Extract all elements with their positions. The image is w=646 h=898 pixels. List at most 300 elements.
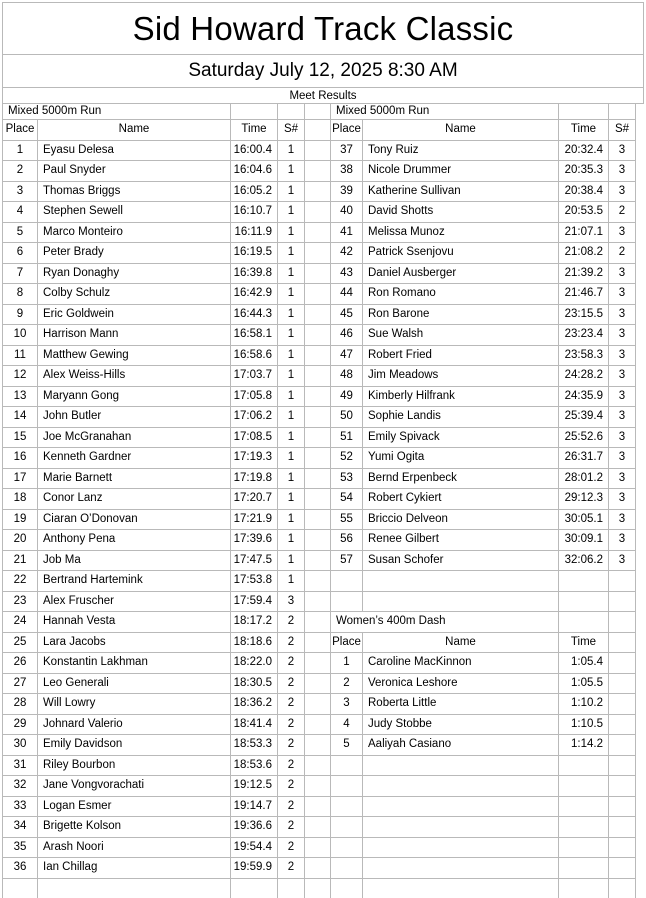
heat-cell: 3: [609, 141, 636, 162]
place-cell: 52: [331, 448, 363, 469]
spacer-cell: [305, 387, 331, 408]
empty-cell: [609, 715, 636, 736]
time-cell: 21:08.2: [559, 243, 609, 264]
spacer-cell: [305, 715, 331, 736]
spacer-cell: [305, 428, 331, 449]
time-cell: 17:03.7: [231, 366, 278, 387]
empty-cell: [363, 838, 559, 859]
name-cell: Ryan Donaghy: [38, 264, 231, 285]
name-cell: Arash Noori: [38, 838, 231, 859]
spacer-cell: [305, 104, 331, 120]
empty-cell: [559, 756, 609, 777]
place-cell: 34: [3, 817, 38, 838]
name-cell: Stephen Sewell: [38, 202, 231, 223]
place-cell: 40: [331, 202, 363, 223]
spacer-cell: [305, 346, 331, 367]
name-cell: Leo Generali: [38, 674, 231, 695]
heat-cell: 1: [278, 141, 305, 162]
heat-cell: 1: [278, 223, 305, 244]
spacer-cell: [305, 243, 331, 264]
spacer-cell: [305, 592, 331, 613]
name-cell: Riley Bourbon: [38, 756, 231, 777]
empty-cell: [609, 104, 636, 120]
empty-cell: [609, 817, 636, 838]
column-header: Time: [559, 120, 609, 141]
empty-cell: [609, 633, 636, 654]
time-cell: 20:53.5: [559, 202, 609, 223]
place-cell: 17: [3, 469, 38, 490]
empty-cell: [363, 571, 559, 592]
column-header: Name: [363, 633, 559, 654]
time-cell: 17:21.9: [231, 510, 278, 531]
place-cell: 13: [3, 387, 38, 408]
place-cell: 47: [331, 346, 363, 367]
place-cell: 5: [331, 735, 363, 756]
heat-cell: 1: [278, 407, 305, 428]
time-cell: 20:32.4: [559, 141, 609, 162]
heat-cell: 1: [278, 387, 305, 408]
name-cell: Robert Cykiert: [363, 489, 559, 510]
empty-cell: [363, 817, 559, 838]
spacer-cell: [305, 674, 331, 695]
spacer-cell: [305, 141, 331, 162]
name-cell: Konstantin Lakhman: [38, 653, 231, 674]
heat-cell: 1: [278, 325, 305, 346]
place-cell: 3: [331, 694, 363, 715]
place-cell: 38: [331, 161, 363, 182]
spacer-cell: [305, 756, 331, 777]
place-cell: 10: [3, 325, 38, 346]
name-cell: Will Lowry: [38, 694, 231, 715]
heat-cell: 2: [609, 202, 636, 223]
empty-cell: [331, 571, 363, 592]
time-cell: 1:05.5: [559, 674, 609, 695]
name-cell: David Shotts: [363, 202, 559, 223]
column-header: Place: [331, 120, 363, 141]
time-cell: 19:14.7: [231, 797, 278, 818]
time-cell: 18:17.2: [231, 612, 278, 633]
heat-cell: 1: [278, 264, 305, 285]
name-cell: Conor Lanz: [38, 489, 231, 510]
name-cell: Maryann Gong: [38, 387, 231, 408]
heat-cell: 2: [278, 817, 305, 838]
place-cell: 39: [331, 182, 363, 203]
spacer-cell: [305, 530, 331, 551]
place-cell: 27: [3, 674, 38, 695]
empty-cell: [559, 104, 609, 120]
heat-cell: 3: [609, 530, 636, 551]
spacer-cell: [305, 305, 331, 326]
spacer-cell: [305, 366, 331, 387]
heat-cell: 3: [609, 264, 636, 285]
time-cell: 21:46.7: [559, 284, 609, 305]
heat-cell: 1: [278, 551, 305, 572]
place-cell: 50: [331, 407, 363, 428]
time-cell: 29:12.3: [559, 489, 609, 510]
place-cell: 2: [331, 674, 363, 695]
place-cell: 41: [331, 223, 363, 244]
empty-cell: [609, 756, 636, 777]
name-cell: Jane Vongvorachati: [38, 776, 231, 797]
name-cell: Emily Davidson: [38, 735, 231, 756]
empty-cell: [609, 653, 636, 674]
name-cell: Alex Weiss-Hills: [38, 366, 231, 387]
place-cell: 6: [3, 243, 38, 264]
heat-cell: 2: [278, 776, 305, 797]
time-cell: 16:11.9: [231, 223, 278, 244]
heat-cell: 2: [278, 756, 305, 777]
place-cell: 1: [331, 653, 363, 674]
name-cell: Katherine Sullivan: [363, 182, 559, 203]
time-cell: 18:53.6: [231, 756, 278, 777]
time-cell: 16:19.5: [231, 243, 278, 264]
spacer-cell: [305, 182, 331, 203]
name-cell: Sophie Landis: [363, 407, 559, 428]
name-cell: Peter Brady: [38, 243, 231, 264]
spacer-cell: [305, 264, 331, 285]
time-cell: 23:23.4: [559, 325, 609, 346]
time-cell: 24:35.9: [559, 387, 609, 408]
place-cell: 2: [3, 161, 38, 182]
spacer-cell: [305, 202, 331, 223]
spacer-cell: [305, 653, 331, 674]
name-cell: Joe McGranahan: [38, 428, 231, 449]
time-cell: 17:06.2: [231, 407, 278, 428]
name-cell: Susan Schofer: [363, 551, 559, 572]
place-cell: 5: [3, 223, 38, 244]
empty-cell: [609, 838, 636, 859]
place-cell: 12: [3, 366, 38, 387]
name-cell: Brigette Kolson: [38, 817, 231, 838]
spacer-cell: [305, 838, 331, 859]
place-cell: 7: [3, 264, 38, 285]
empty-cell: [609, 674, 636, 695]
time-cell: 16:42.9: [231, 284, 278, 305]
name-cell: Colby Schulz: [38, 284, 231, 305]
time-cell: 21:07.1: [559, 223, 609, 244]
heat-cell: 3: [609, 325, 636, 346]
time-cell: 17:19.3: [231, 448, 278, 469]
name-cell: Eyasu Delesa: [38, 141, 231, 162]
heat-cell: 1: [278, 510, 305, 531]
place-cell: 29: [3, 715, 38, 736]
name-cell: Paul Snyder: [38, 161, 231, 182]
name-cell: Johnard Valerio: [38, 715, 231, 736]
time-cell: 17:05.8: [231, 387, 278, 408]
empty-cell: [331, 879, 363, 898]
time-cell: 18:30.5: [231, 674, 278, 695]
place-cell: 24: [3, 612, 38, 633]
column-header: Time: [559, 633, 609, 654]
time-cell: 30:05.1: [559, 510, 609, 531]
name-cell: Renee Gilbert: [363, 530, 559, 551]
time-cell: 32:06.2: [559, 551, 609, 572]
heat-cell: 3: [609, 510, 636, 531]
time-cell: 16:58.1: [231, 325, 278, 346]
place-cell: 55: [331, 510, 363, 531]
place-cell: 45: [331, 305, 363, 326]
spacer-cell: [305, 489, 331, 510]
heat-cell: 1: [278, 489, 305, 510]
empty-cell: [559, 817, 609, 838]
name-cell: Ciaran O’Donovan: [38, 510, 231, 531]
heat-cell: 3: [609, 346, 636, 367]
name-cell: Tony Ruiz: [363, 141, 559, 162]
name-cell: Marco Monteiro: [38, 223, 231, 244]
empty-cell: [609, 612, 636, 633]
empty-cell: [609, 879, 636, 898]
heat-cell: 3: [609, 448, 636, 469]
time-cell: 16:10.7: [231, 202, 278, 223]
name-cell: Lara Jacobs: [38, 633, 231, 654]
heat-cell: 2: [278, 715, 305, 736]
place-cell: 35: [3, 838, 38, 859]
column-header: S#: [609, 120, 636, 141]
place-cell: 56: [331, 530, 363, 551]
place-cell: 20: [3, 530, 38, 551]
heat-cell: 2: [278, 797, 305, 818]
heat-cell: 3: [609, 161, 636, 182]
time-cell: 17:59.4: [231, 592, 278, 613]
empty-cell: [331, 776, 363, 797]
time-cell: 17:20.7: [231, 489, 278, 510]
empty-cell: [559, 797, 609, 818]
section-title: Mixed 5000m Run: [331, 104, 559, 120]
name-cell: Hannah Vesta: [38, 612, 231, 633]
heat-cell: 2: [278, 694, 305, 715]
section-title: Mixed 5000m Run: [3, 104, 231, 120]
empty-cell: [559, 879, 609, 898]
name-cell: Daniel Ausberger: [363, 264, 559, 285]
name-cell: Kimberly Hilfrank: [363, 387, 559, 408]
time-cell: 18:36.2: [231, 694, 278, 715]
time-cell: 17:47.5: [231, 551, 278, 572]
heat-cell: 3: [609, 366, 636, 387]
spacer-cell: [305, 735, 331, 756]
time-cell: 16:44.3: [231, 305, 278, 326]
name-cell: Ian Chillag: [38, 858, 231, 879]
section-title: Women’s 400m Dash: [331, 612, 559, 633]
heat-cell: 1: [278, 284, 305, 305]
heat-cell: 1: [278, 161, 305, 182]
column-header: S#: [278, 120, 305, 141]
spacer-cell: [305, 694, 331, 715]
heat-cell: 3: [278, 592, 305, 613]
empty-cell: [559, 858, 609, 879]
heat-cell: 1: [278, 530, 305, 551]
heat-cell: 1: [278, 428, 305, 449]
place-cell: 11: [3, 346, 38, 367]
place-cell: 51: [331, 428, 363, 449]
heat-cell: 2: [278, 612, 305, 633]
heat-cell: 2: [278, 633, 305, 654]
empty-cell: [609, 797, 636, 818]
time-cell: 17:08.5: [231, 428, 278, 449]
spacer-cell: [305, 407, 331, 428]
spacer-cell: [305, 510, 331, 531]
empty-cell: [331, 858, 363, 879]
name-cell: Briccio Delveon: [363, 510, 559, 531]
empty-cell: [559, 612, 609, 633]
place-cell: 49: [331, 387, 363, 408]
heat-cell: 3: [609, 489, 636, 510]
empty-cell: [559, 592, 609, 613]
empty-cell: [331, 756, 363, 777]
name-cell: Jim Meadows: [363, 366, 559, 387]
spacer-cell: [305, 858, 331, 879]
time-cell: 1:14.2: [559, 735, 609, 756]
heat-cell: 3: [609, 407, 636, 428]
name-cell: Thomas Briggs: [38, 182, 231, 203]
time-cell: 18:53.3: [231, 735, 278, 756]
place-cell: 16: [3, 448, 38, 469]
spacer-cell: [305, 612, 331, 633]
empty-cell: [331, 592, 363, 613]
time-cell: 18:22.0: [231, 653, 278, 674]
time-cell: 21:39.2: [559, 264, 609, 285]
heat-cell: 1: [278, 243, 305, 264]
empty-cell: [363, 858, 559, 879]
name-cell: Veronica Leshore: [363, 674, 559, 695]
empty-cell: [278, 879, 305, 898]
spacer-cell: [305, 633, 331, 654]
empty-cell: [38, 879, 231, 898]
time-cell: 30:09.1: [559, 530, 609, 551]
empty-cell: [609, 694, 636, 715]
spacer-cell: [305, 469, 331, 490]
heat-cell: 3: [609, 551, 636, 572]
empty-cell: [231, 104, 278, 120]
spacer-cell: [305, 120, 331, 141]
time-cell: 1:05.4: [559, 653, 609, 674]
time-cell: 25:52.6: [559, 428, 609, 449]
heat-cell: 1: [278, 305, 305, 326]
name-cell: John Butler: [38, 407, 231, 428]
empty-cell: [609, 571, 636, 592]
time-cell: 18:18.6: [231, 633, 278, 654]
heat-cell: 2: [609, 243, 636, 264]
spacer-cell: [305, 776, 331, 797]
time-cell: 19:12.5: [231, 776, 278, 797]
heat-cell: 1: [278, 182, 305, 203]
results-grid: [2, 104, 636, 898]
time-cell: 26:31.7: [559, 448, 609, 469]
heat-cell: 3: [609, 223, 636, 244]
name-cell: Bernd Erpenbeck: [363, 469, 559, 490]
column-header: Time: [231, 120, 278, 141]
heat-cell: 3: [609, 182, 636, 203]
time-cell: 1:10.2: [559, 694, 609, 715]
place-cell: 28: [3, 694, 38, 715]
time-cell: 16:04.6: [231, 161, 278, 182]
heat-cell: 3: [609, 428, 636, 449]
name-cell: Kenneth Gardner: [38, 448, 231, 469]
empty-cell: [278, 104, 305, 120]
empty-cell: [331, 797, 363, 818]
place-cell: 26: [3, 653, 38, 674]
name-cell: Matthew Gewing: [38, 346, 231, 367]
spacer-cell: [305, 797, 331, 818]
time-cell: 16:39.8: [231, 264, 278, 285]
spacer-cell: [305, 448, 331, 469]
place-cell: 37: [331, 141, 363, 162]
name-cell: Ron Barone: [363, 305, 559, 326]
name-cell: Caroline MacKinnon: [363, 653, 559, 674]
heat-cell: 1: [278, 469, 305, 490]
column-header: Name: [363, 120, 559, 141]
time-cell: 19:54.4: [231, 838, 278, 859]
spacer-cell: [305, 879, 331, 898]
place-cell: 3: [3, 182, 38, 203]
spacer-cell: [305, 571, 331, 592]
empty-cell: [609, 858, 636, 879]
time-cell: 17:39.6: [231, 530, 278, 551]
heat-cell: 3: [609, 469, 636, 490]
place-cell: 43: [331, 264, 363, 285]
place-cell: 19: [3, 510, 38, 531]
empty-cell: [331, 817, 363, 838]
spacer-cell: [305, 551, 331, 572]
meet-results-label: Meet Results: [2, 88, 644, 104]
name-cell: Anthony Pena: [38, 530, 231, 551]
column-header: Place: [3, 120, 38, 141]
empty-cell: [609, 776, 636, 797]
heat-cell: 3: [609, 284, 636, 305]
place-cell: 21: [3, 551, 38, 572]
heat-cell: 1: [278, 202, 305, 223]
place-cell: 42: [331, 243, 363, 264]
time-cell: 23:15.5: [559, 305, 609, 326]
heat-cell: 2: [278, 735, 305, 756]
heat-cell: 2: [278, 674, 305, 695]
name-cell: Roberta Little: [363, 694, 559, 715]
heat-cell: 1: [278, 448, 305, 469]
name-cell: Alex Fruscher: [38, 592, 231, 613]
empty-cell: [609, 735, 636, 756]
time-cell: 1:10.5: [559, 715, 609, 736]
heat-cell: 3: [609, 305, 636, 326]
heat-cell: 2: [278, 653, 305, 674]
time-cell: 19:36.6: [231, 817, 278, 838]
time-cell: 19:59.9: [231, 858, 278, 879]
empty-cell: [363, 879, 559, 898]
column-header: Place: [331, 633, 363, 654]
name-cell: Job Ma: [38, 551, 231, 572]
empty-cell: [363, 592, 559, 613]
place-cell: 4: [3, 202, 38, 223]
empty-cell: [363, 797, 559, 818]
name-cell: Judy Stobbe: [363, 715, 559, 736]
time-cell: 20:38.4: [559, 182, 609, 203]
place-cell: 53: [331, 469, 363, 490]
name-cell: Harrison Mann: [38, 325, 231, 346]
place-cell: 44: [331, 284, 363, 305]
place-cell: 1: [3, 141, 38, 162]
time-cell: 18:41.4: [231, 715, 278, 736]
spacer-cell: [305, 325, 331, 346]
time-cell: 17:19.8: [231, 469, 278, 490]
name-cell: Bertrand Hartemink: [38, 571, 231, 592]
place-cell: 23: [3, 592, 38, 613]
name-cell: Marie Barnett: [38, 469, 231, 490]
place-cell: 30: [3, 735, 38, 756]
name-cell: Aaliyah Casiano: [363, 735, 559, 756]
time-cell: 25:39.4: [559, 407, 609, 428]
place-cell: 36: [3, 858, 38, 879]
heat-cell: 2: [278, 858, 305, 879]
spacer-cell: [305, 817, 331, 838]
page-title: Sid Howard Track Classic: [2, 2, 644, 55]
